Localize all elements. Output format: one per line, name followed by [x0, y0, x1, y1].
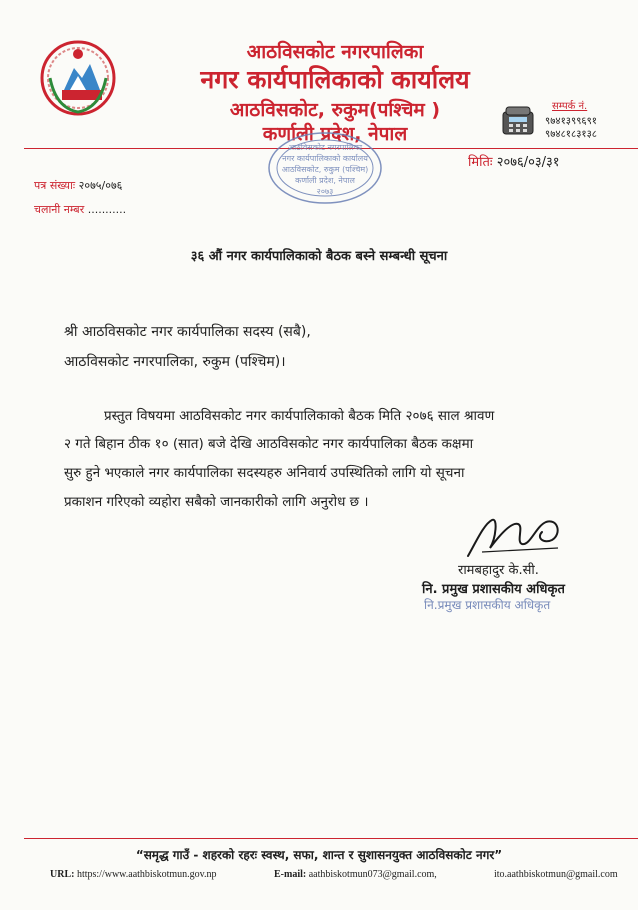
website-link[interactable]: https://www.aathbiskotmun.gov.np — [76, 869, 217, 880]
date-label: मितिः — [468, 155, 493, 170]
municipality-motto: “समृद्ध गाउँ - शहरको रहरः स्वस्थ, सफा, शान्त र सुशासनयुक्त आठविसकोट नगर” — [135, 848, 503, 862]
letter-subject: ३६ औं नगर कार्यपालिकाको बैठक बस्ने सम्बन्धी सूचना — [190, 249, 448, 264]
date-value: २०७६/०३/३१ — [496, 155, 560, 170]
svg-text:आठविसकोट नगरपालिका: आठविसकोट नगरपालिका — [287, 143, 363, 152]
signatory-name: रामबहादुर के.सी. — [458, 563, 539, 578]
svg-text:२०७३: २०७३ — [316, 187, 334, 196]
letter-number-label: पत्र संख्याः — [34, 179, 76, 192]
office-name: नगर कार्यपालिकाको कार्यालय — [200, 65, 470, 94]
dispatch-number-label: चलानी नम्बर — [34, 203, 85, 216]
office-location: आठविसकोट, रुकुम(पश्चिम ) — [229, 99, 441, 121]
recipient-address: आठविसकोट नगरपालिका, रुकुम (पश्चिम)। — [64, 354, 286, 370]
body-line: प्रस्तुत विषयमा आठविसकोट नगर कार्यपालिकाको बैठक मिति २०७६ साल श्रावण — [104, 408, 495, 424]
body-line: प्रकाशन गरिएको व्यहोरा सबैको जानकारीको लागि अनुरोध छ । — [64, 494, 369, 510]
footer-email — [274, 869, 437, 880]
letter-number — [34, 178, 122, 193]
province-country: कर्णाली प्रदेश, नेपाल — [262, 123, 408, 145]
letter-number-value: २०७५/०७६ — [78, 179, 123, 192]
contact-label: सम्पर्क नं. — [552, 101, 588, 112]
dispatch-number — [34, 202, 126, 217]
dispatch-number-value: ........... — [87, 203, 127, 216]
svg-text:कर्णाली प्रदेश, नेपाल: कर्णाली प्रदेश, नेपाल — [295, 176, 355, 185]
footer-url — [50, 869, 216, 880]
letter-date — [468, 152, 560, 170]
recipient-line: श्री आठविसकोट नगर कार्यपालिका सदस्य (सबै), — [64, 324, 311, 340]
contact-number: ९७४१३९९६९१ — [545, 116, 597, 127]
svg-text:नगर कार्यपालिकाको कार्यालय: नगर कार्यपालिकाको कार्यालय — [282, 154, 368, 163]
email-link[interactable]: aathbiskotmun073@gmail.com, — [308, 869, 437, 880]
body-line: सुरु हुने भएकाले नगर कार्यपालिका सदस्यहरु अनिवार्य उपस्थितिको लागि यो सूचना — [64, 465, 465, 481]
url-label: URL: — [50, 869, 75, 880]
office-seal-stamp — [266, 130, 384, 206]
contact-number: ९७४८१८३१३८ — [545, 129, 597, 140]
email-label: E-mail: — [274, 869, 307, 880]
footer-email-secondary[interactable]: ito.aathbiskotmun@gmail.com — [494, 869, 618, 880]
footer-divider — [24, 838, 638, 839]
svg-text:आठविसकोट, रुकुम (पश्चिम): आठविसकोट, रुकुम (पश्चिम) — [281, 165, 369, 174]
handwritten-signature — [462, 512, 574, 562]
body-line: २ गते बिहान ठीक १० (सात) बजे देखि आठविसकोट नगर कार्यपालिका बैठक कक्षमा — [64, 436, 474, 452]
telephone-icon — [500, 104, 536, 138]
signatory-stamp: नि.प्रमुख प्रशासकीय अधिकृत — [424, 598, 551, 612]
signatory-title: नि. प्रमुख प्रशासकीय अधिकृत — [422, 582, 565, 597]
municipality-name: आठविसकोट नगरपालिका — [246, 41, 424, 63]
nepal-emblem-logo — [36, 38, 120, 118]
